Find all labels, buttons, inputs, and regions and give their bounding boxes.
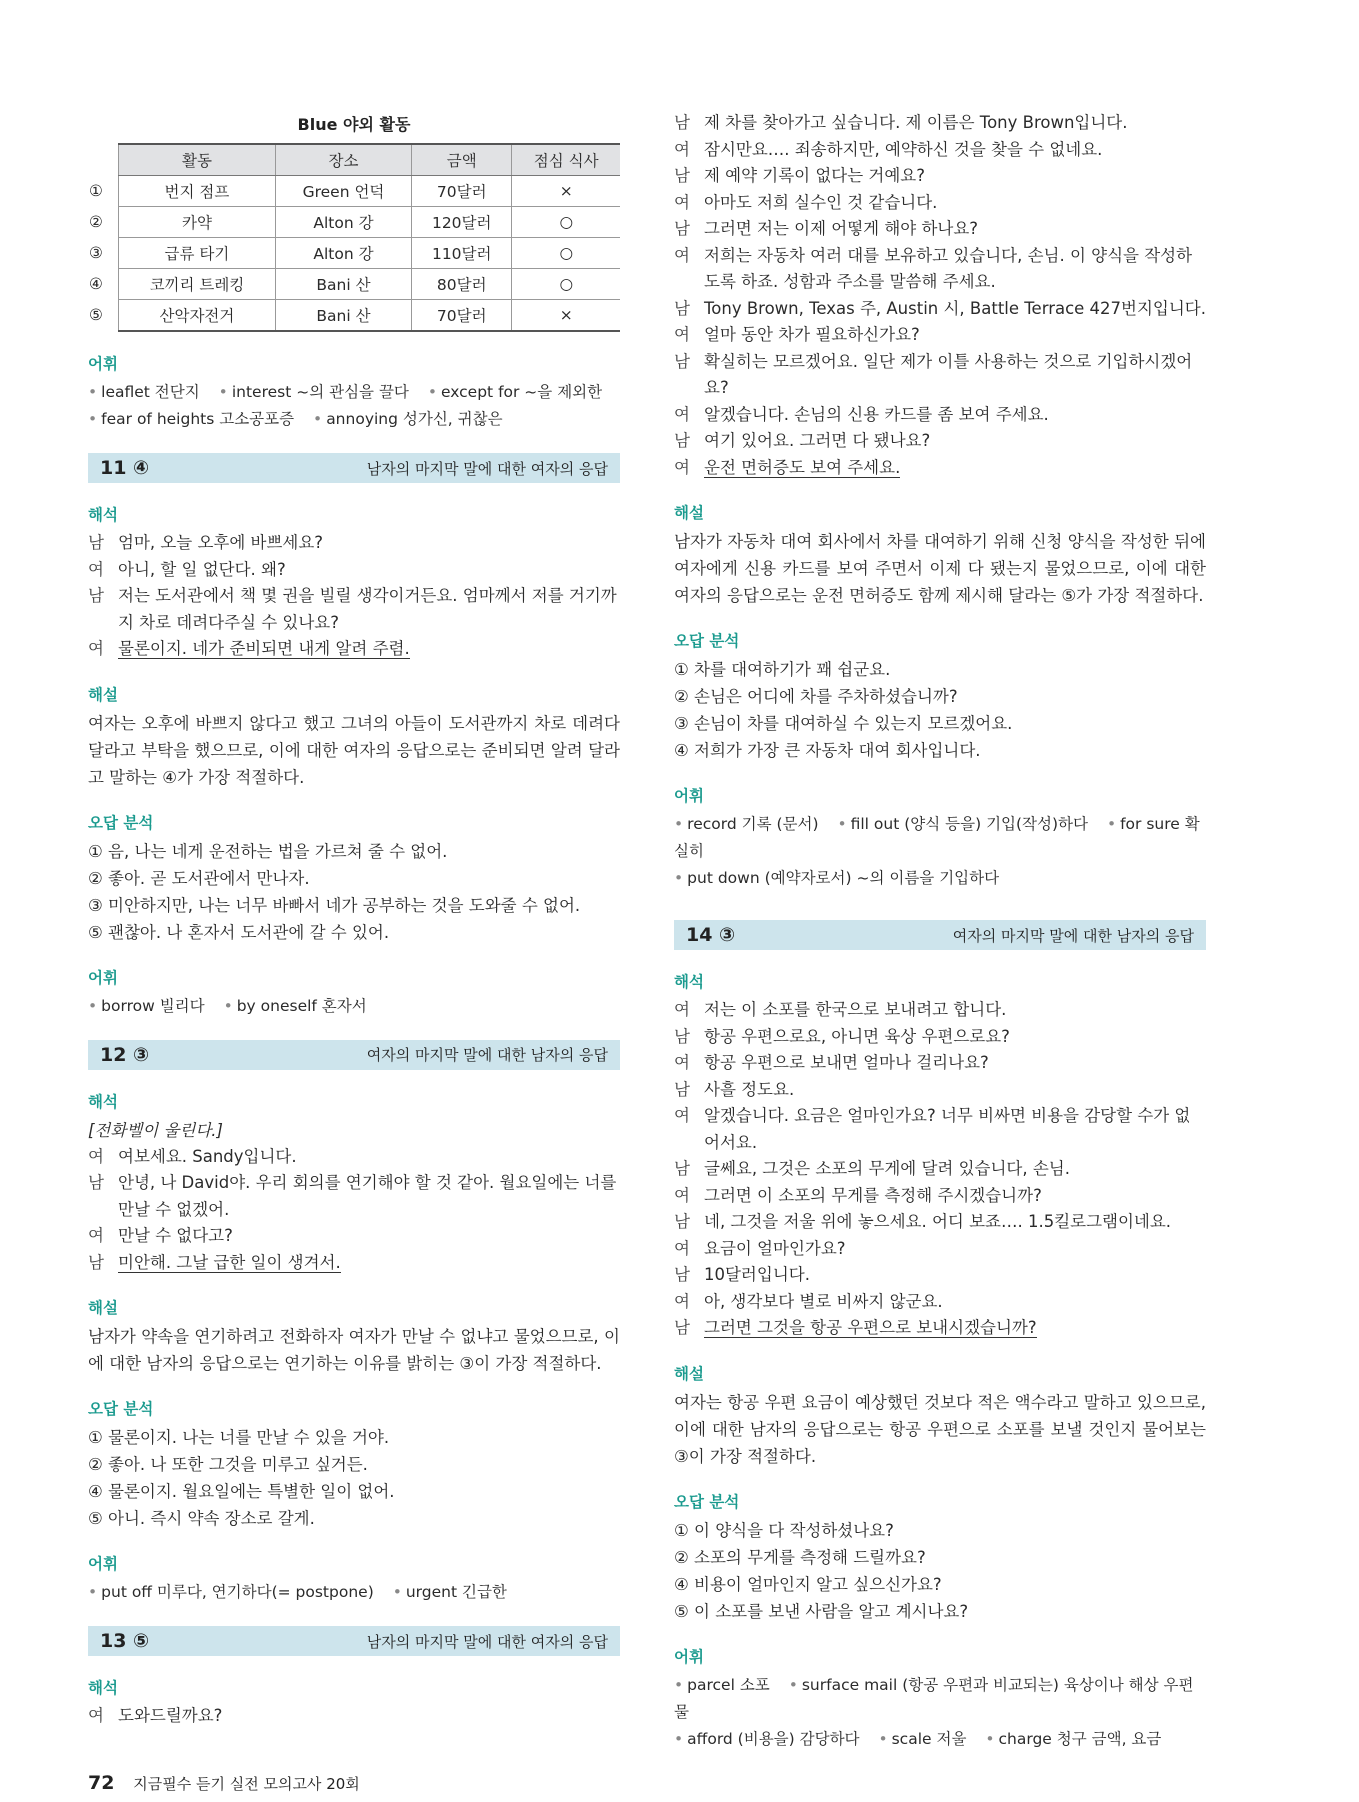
- dialogue-text: 안녕, 나 David야. 우리 회의를 연기해야 할 것 같아. 월요일에는 너를 만날 수 없겠어.: [118, 1173, 617, 1219]
- table-cell: 산악자전거: [119, 300, 276, 332]
- vocab-item: • scale 저울: [878, 1730, 966, 1748]
- dialogue-line: [674, 110, 1206, 137]
- dialogue-line: [674, 1103, 1206, 1156]
- speaker: 남: [674, 166, 690, 185]
- vocab-item: • afford (비용을) 감당하다: [674, 1730, 860, 1748]
- speaker: 남: [674, 1026, 690, 1046]
- table-cell: 120달러: [412, 207, 512, 238]
- dialogue-text: 글쎄요, 그것은 소포의 무게에 달려 있습니다, 손님.: [704, 1159, 1070, 1178]
- row-number: ④: [88, 269, 119, 300]
- table-row: [88, 176, 620, 207]
- vocab-item: • borrow 빌리다: [88, 997, 205, 1015]
- dialogue-line: [88, 1170, 620, 1223]
- speaker: 남: [674, 351, 690, 371]
- speaker: 남: [674, 1159, 690, 1178]
- dialogue-line: [674, 243, 1206, 296]
- dialogue-line: [88, 1223, 620, 1250]
- table-title: Blue 야외 활동: [297, 115, 411, 134]
- vocab-item: • interest ~의 관심을 끌다: [219, 383, 409, 401]
- dialogue-line: [674, 428, 1206, 455]
- activity-table: [88, 143, 620, 332]
- table-cell: 80달러: [412, 269, 512, 300]
- dialogue-line: [674, 190, 1206, 217]
- dialogue-text: 요금이 얼마인가요?: [704, 1238, 846, 1258]
- section-label: 해설: [88, 1299, 118, 1317]
- vocab-item: • parcel 소포: [674, 1676, 770, 1694]
- dialogue-line: [674, 163, 1206, 190]
- wrong-option: ② 좋아. 곧 도서관에서 만나자.: [88, 868, 310, 888]
- question-header-12: [88, 1040, 620, 1070]
- speaker: 여: [674, 1053, 690, 1072]
- vocab-item: • charge 청구 금액, 요금: [985, 1730, 1161, 1748]
- speaker: 여: [674, 1238, 690, 1258]
- wrong-option: ⑤ 아니. 즉시 약속 장소로 갈게.: [88, 1509, 315, 1528]
- dialogue-text: 저는 이 소포를 한국으로 보내려고 합니다.: [704, 1000, 1007, 1019]
- wrong-option: ⑤ 이 소포를 보낸 사람을 알고 계시나요?: [674, 1601, 969, 1621]
- table-header-blank: [88, 144, 119, 176]
- section-label: 해설: [88, 685, 118, 704]
- stage-direction: [전화벨이 울린다.]: [88, 1120, 223, 1140]
- left-column: [88, 112, 620, 1730]
- question-topic: 여자의 마지막 말에 대한 남자의 응답: [366, 1046, 608, 1064]
- wrong-option: ① 물론이지. 나는 너를 만날 수 있을 거야.: [88, 1428, 390, 1447]
- vocab-item: • by oneself 혼자서: [224, 997, 367, 1015]
- dialogue-text: 저희는 자동차 여러 대를 보유하고 있습니다, 손님. 이 양식을 작성하도록 하죠. 성함과 주소를 말씀해 주세요.: [704, 245, 1193, 291]
- table-cell: Alton 강: [275, 207, 411, 238]
- explanation-text: 남자가 자동차 대여 회사에서 차를 대여하기 위해 신청 양식을 작성한 뒤에 여자에게 신용 카드를 보여 주면서 이제 다 됐는지 물었으므로, 이에 대한 여자의 응답으로는 운전 면허증도 함께 제시해 달라는 ⑤가 가장 적절하다.: [674, 532, 1206, 605]
- row-number: ⑤: [88, 300, 119, 332]
- section-label: 해설: [674, 1364, 704, 1383]
- wrong-option: ① 차를 대여하기가 꽤 쉽군요.: [674, 660, 891, 679]
- table-cell: 70달러: [412, 176, 512, 207]
- table-header-row: [88, 144, 620, 176]
- vocab-item: • surface mail (항공 우편과 비교되는) 육상이나 해상 우편물: [674, 1676, 1193, 1721]
- answer-underlined: 미안해. 그날 급한 일이 생겨서.: [118, 1252, 341, 1272]
- dialogue-line: [674, 402, 1206, 429]
- speaker: 여: [88, 1226, 104, 1245]
- dialogue-text: 아마도 저희 실수인 것 같습니다.: [704, 192, 938, 212]
- table-cell: ○: [512, 238, 620, 269]
- dialogue-text: 엄마, 오늘 오후에 바쁘세요?: [118, 533, 324, 552]
- dialogue-line: [674, 1183, 1206, 1210]
- dialogue-line: [674, 997, 1206, 1024]
- dialogue-text: 그러면 저는 이제 어떻게 해야 하나요?: [704, 219, 979, 238]
- vocab-item: • fear of heights 고소공포증: [88, 410, 294, 428]
- dialogue-text: 여보세요. Sandy입니다.: [118, 1146, 297, 1166]
- page-footer: [88, 1772, 360, 1794]
- book-title: 지금필수 듣기 실전 모의고사 20회: [133, 1775, 360, 1793]
- wrong-option: ① 이 양식을 다 작성하셨나요?: [674, 1520, 894, 1540]
- table-cell: Green 언덕: [275, 176, 411, 207]
- dialogue-line: [88, 583, 620, 636]
- speaker: 여: [674, 1185, 690, 1205]
- question-header-14: [674, 920, 1206, 950]
- dialogue-text: 사흘 정도요.: [704, 1079, 795, 1099]
- row-number: ②: [88, 207, 119, 238]
- speaker: 여: [674, 192, 690, 212]
- dialogue-text: 여기 있어요. 그러면 다 됐나요?: [704, 431, 931, 450]
- question-number: 14 ③: [686, 924, 736, 946]
- speaker: 여: [674, 1291, 690, 1311]
- answer-underlined: 운전 면허증도 보여 주세요.: [704, 457, 901, 477]
- dialogue-line: [88, 557, 620, 584]
- speaker: 여: [674, 457, 690, 477]
- dialogue-line: [674, 322, 1206, 349]
- question-header-11: [88, 453, 620, 483]
- dialogue-line: [674, 1209, 1206, 1236]
- table-row: [88, 238, 620, 269]
- dialogue-text: Tony Brown, Texas 주, Austin 시, Battle Terrace 427번지입니다.: [704, 298, 1206, 318]
- table-cell: 110달러: [412, 238, 512, 269]
- dialogue-line: [674, 137, 1206, 164]
- table-cell: 70달러: [412, 300, 512, 332]
- question-number: 11 ④: [100, 457, 150, 479]
- vocab-item: • fill out (양식 등을) 기입(작성)하다: [837, 815, 1088, 833]
- vocab-list: [88, 1579, 620, 1606]
- dialogue-line: [674, 216, 1206, 243]
- speaker: 남: [674, 1318, 690, 1337]
- vocab-item: • record 기록 (문서): [674, 815, 819, 833]
- section-label: 해석: [88, 1679, 118, 1697]
- wrong-option: ③ 미안하지만, 나는 너무 바빠서 네가 공부하는 것을 도와줄 수 없어.: [88, 895, 581, 915]
- right-column: [674, 110, 1206, 1753]
- question-number: 13 ⑤: [100, 1630, 150, 1652]
- wrong-option: ④ 비용이 얼마인지 알고 싶으신가요?: [674, 1574, 942, 1594]
- dialogue-text: 네, 그것을 저울 위에 놓으세요. 어디 보죠…. 1.5킬로그램이네요.: [704, 1212, 1172, 1231]
- speaker: 여: [88, 639, 104, 658]
- speaker: 여: [88, 1706, 104, 1725]
- table-header: 금액: [412, 144, 512, 176]
- speaker: 남: [674, 1079, 690, 1099]
- dialogue-text: 알겠습니다. 요금은 얼마인가요? 너무 비싸면 비용을 감당할 수가 없어서요.: [704, 1106, 1191, 1152]
- section-label: 오답 분석: [674, 1492, 740, 1511]
- question-header-13: [88, 1626, 620, 1656]
- speaker: 남: [88, 586, 104, 605]
- vocab-item: • put off 미루다, 연기하다(= postpone): [88, 1583, 374, 1601]
- dialogue-line: [674, 296, 1206, 323]
- dialogue-line: [88, 636, 620, 663]
- table-row: [88, 269, 620, 300]
- dialogue-text: 항공 우편으로요, 아니면 육상 우편으로요?: [704, 1026, 1010, 1046]
- dialogue-line: [674, 1077, 1206, 1104]
- section-label: 어휘: [88, 968, 118, 987]
- question-topic: 남자의 마지막 말에 대한 여자의 응답: [366, 459, 608, 478]
- question-number: 12 ③: [100, 1043, 150, 1066]
- dialogue-line: [674, 1289, 1206, 1316]
- table-cell: ○: [512, 207, 620, 238]
- explanation-text: 여자는 항공 우편 요금이 예상했던 것보다 적은 액수라고 말하고 있으므로, 이에 대한 남자의 응답으로는 항공 우편으로 소포를 보낼 것인지 물어보는 ③이 가장 적절하다.: [674, 1392, 1206, 1466]
- table-cell: 급류 타기: [119, 238, 276, 269]
- wrong-option: ⑤ 괜찮아. 나 혼자서 도서관에 갈 수 있어.: [88, 922, 390, 942]
- table-cell: Bani 산: [275, 300, 411, 332]
- vocab-list: [674, 1672, 1206, 1753]
- section-label: 해설: [674, 504, 704, 522]
- dialogue-text: 확실히는 모르겠어요. 일단 제가 이틀 사용하는 것으로 기입하시겠어요?: [704, 351, 1193, 397]
- table-cell: ×: [512, 176, 620, 207]
- table-header: 점심 식사: [512, 144, 620, 176]
- speaker: 여: [674, 325, 690, 344]
- question-topic: 여자의 마지막 말에 대한 남자의 응답: [952, 926, 1194, 945]
- speaker: 남: [674, 431, 690, 450]
- speaker: 남: [88, 1173, 104, 1192]
- table-cell: Bani 산: [275, 269, 411, 300]
- row-number: ③: [88, 238, 119, 269]
- dialogue-text: 제 예약 기록이 없다는 거예요?: [704, 166, 926, 185]
- table-row: [88, 207, 620, 238]
- dialogue-text: 알겠습니다. 손님의 신용 카드를 좀 보여 주세요.: [704, 404, 1049, 424]
- speaker: 여: [674, 1000, 690, 1019]
- dialogue-text: 얼마 동안 차가 필요하신가요?: [704, 325, 920, 344]
- dialogue-text: 잠시만요…. 죄송하지만, 예약하신 것을 찾을 수 없네요.: [704, 139, 1103, 159]
- vocab-list: [88, 993, 620, 1020]
- speaker: 남: [674, 298, 690, 318]
- vocab-item: • except for ~을 제외한: [428, 383, 602, 401]
- table-header: 장소: [275, 144, 411, 176]
- section-label: 어휘: [88, 1555, 118, 1573]
- question-topic: 남자의 마지막 말에 대한 여자의 응답: [366, 1632, 608, 1651]
- dialogue-text: 도와드릴까요?: [118, 1706, 223, 1725]
- section-label: 오답 분석: [674, 632, 740, 650]
- vocab-item: • urgent 긴급한: [393, 1583, 507, 1601]
- table-header: 활동: [119, 144, 276, 176]
- dialogue-line: [674, 1156, 1206, 1183]
- table-cell: 카약: [119, 207, 276, 238]
- row-number: ①: [88, 176, 119, 207]
- table-cell: 코끼리 트레킹: [119, 269, 276, 300]
- dialogue-text: 항공 우편으로 보내면 얼마나 걸리나요?: [704, 1053, 989, 1072]
- vocab-list: [674, 811, 1206, 892]
- section-label: 해석: [674, 973, 704, 991]
- table-cell: Alton 강: [275, 238, 411, 269]
- dialogue-text: 아, 생각보다 별로 비싸지 않군요.: [704, 1291, 943, 1311]
- wrong-option: ① 음, 나는 네게 운전하는 법을 가르쳐 줄 수 없어.: [88, 841, 448, 861]
- speaker: 남: [88, 1252, 104, 1272]
- vocab-item: • for sure 확실히: [674, 815, 1200, 860]
- speaker: 여: [674, 245, 690, 265]
- wrong-option: ② 손님은 어디에 차를 주차하셨습니까?: [674, 687, 958, 706]
- speaker: 여: [674, 1106, 690, 1125]
- section-label: 해석: [88, 506, 118, 524]
- table-cell: ○: [512, 269, 620, 300]
- speaker: 여: [674, 139, 690, 159]
- section-label: 해석: [88, 1092, 118, 1111]
- section-label: 어휘: [88, 355, 118, 373]
- dialogue-text: 제 차를 찾아가고 싶습니다. 제 이름은 Tony Brown입니다.: [704, 113, 1128, 132]
- dialogue-text: 저는 도서관에서 책 몇 권을 빌릴 생각이거든요. 엄마께서 저를 거기까지 차로 데려다주실 수 있나요?: [118, 586, 617, 632]
- dialogue-line: [674, 1315, 1206, 1342]
- dialogue-line: [674, 1050, 1206, 1077]
- explanation-text: 남자가 약속을 연기하려고 전화하자 여자가 만날 수 없냐고 물었으므로, 이에 대한 남자의 응답으로는 연기하는 이유를 밝히는 ③이 가장 적절하다.: [88, 1327, 620, 1373]
- table-cell: 번지 점프: [119, 176, 276, 207]
- speaker: 남: [674, 219, 690, 238]
- speaker: 여: [88, 1146, 104, 1166]
- answer-underlined: 그러면 그것을 항공 우편으로 보내시겠습니까?: [704, 1318, 1037, 1337]
- page-number: 72: [88, 1772, 115, 1794]
- section-label: 오답 분석: [88, 1400, 154, 1418]
- speaker: 남: [674, 1212, 690, 1231]
- dialogue-text: 그러면 이 소포의 무게를 측정해 주시겠습니까?: [704, 1185, 1042, 1205]
- vocab-item: • annoying 성가신, 귀찮은: [313, 410, 503, 428]
- wrong-option: ④ 물론이지. 월요일에는 특별한 일이 없어.: [88, 1482, 395, 1501]
- table-row: [88, 300, 620, 332]
- dialogue-text: 10달러입니다.: [704, 1265, 810, 1284]
- wrong-option: ④ 저희가 가장 큰 자동차 대여 회사입니다.: [674, 741, 981, 760]
- dialogue-line: [674, 349, 1206, 402]
- dialogue-line: [88, 1250, 620, 1277]
- speaker: 남: [674, 1265, 690, 1284]
- section-label: 오답 분석: [88, 813, 154, 832]
- answer-underlined: 물론이지. 네가 준비되면 내게 알려 주렴.: [118, 639, 410, 658]
- dialogue-line: [674, 455, 1206, 482]
- dialogue-line: [88, 1144, 620, 1171]
- dialogue-line: [674, 1236, 1206, 1263]
- vocab-item: • put down (예약자로서) ~의 이름을 기입하다: [674, 869, 999, 887]
- wrong-option: ② 좋아. 나 또한 그것을 미루고 싶거든.: [88, 1455, 368, 1474]
- wrong-option: ② 소포의 무게를 측정해 드릴까요?: [674, 1547, 926, 1567]
- speaker: 남: [674, 113, 690, 132]
- vocab-item: • leaflet 전단지: [88, 383, 200, 401]
- explanation-text: 여자는 오후에 바쁘지 않다고 했고 그녀의 아들이 도서관까지 차로 데려다 달라고 부탁을 했으므로, 이에 대한 여자의 응답으로는 준비되면 알려 달라고 말하는 ④가 가장 적절하다.: [88, 713, 620, 787]
- speaker: 여: [674, 404, 690, 424]
- vocab-list: [88, 379, 620, 433]
- table-cell: ×: [512, 300, 620, 332]
- speaker: 여: [88, 559, 104, 579]
- dialogue-line: [88, 530, 620, 557]
- dialogue-text: 아니, 할 일 없단다. 왜?: [118, 559, 286, 579]
- speaker: 남: [88, 533, 104, 552]
- section-label: 어휘: [674, 787, 704, 805]
- section-label: 어휘: [674, 1647, 704, 1666]
- dialogue-line: [674, 1024, 1206, 1051]
- dialogue-line: [88, 1703, 620, 1730]
- dialogue-text: 만날 수 없다고?: [118, 1226, 233, 1245]
- dialogue-line: [674, 1262, 1206, 1289]
- wrong-option: ③ 손님이 차를 대여하실 수 있는지 모르겠어요.: [674, 714, 1013, 733]
